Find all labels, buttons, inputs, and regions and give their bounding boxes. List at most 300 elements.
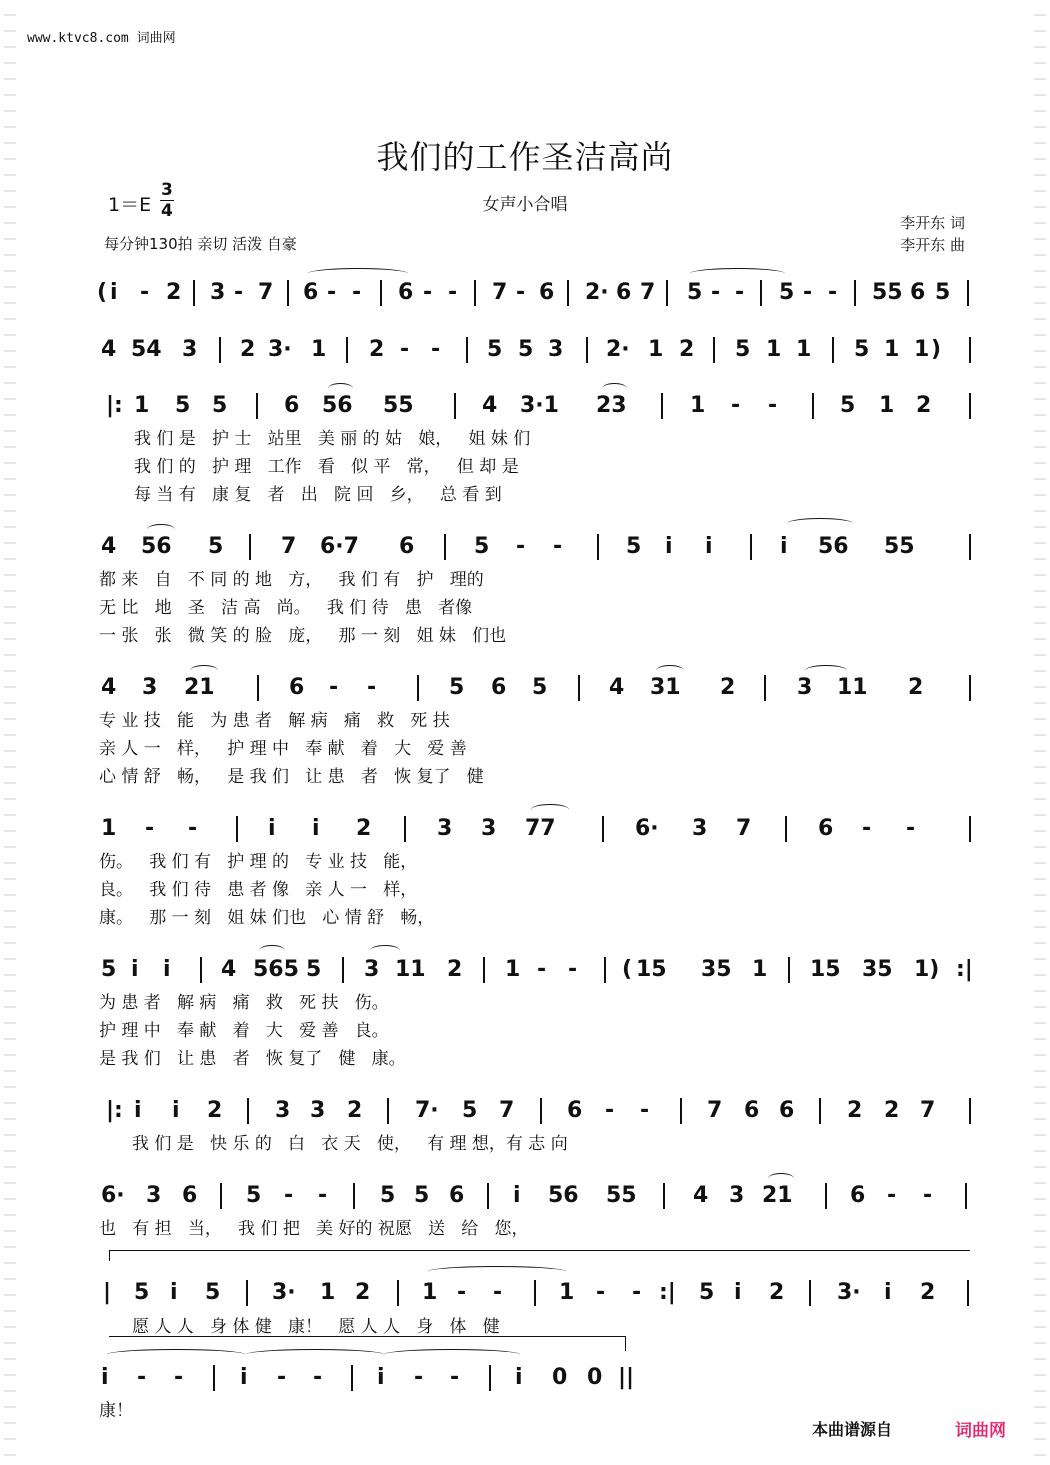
score-note: - (318, 1183, 328, 1208)
score-note: - (828, 280, 838, 305)
score-note: 55 (872, 280, 903, 305)
barline (387, 1098, 389, 1124)
score-note: - (596, 1280, 606, 1305)
score-note: i (240, 1365, 248, 1390)
barline (586, 337, 588, 363)
score-note: - (803, 280, 813, 305)
barline (969, 393, 971, 419)
lyrics-row-3b (0, 456, 1050, 478)
score-note: - (450, 1365, 460, 1390)
barline (567, 280, 569, 306)
barline (540, 1098, 542, 1124)
barline (404, 816, 406, 842)
barline (965, 1183, 967, 1209)
barline (246, 1280, 248, 1306)
score-note: - (906, 816, 916, 841)
score-note: 1 (320, 1280, 336, 1305)
barline (819, 1098, 821, 1124)
score-note: - (862, 816, 872, 841)
score-row-7 (0, 953, 1050, 987)
volta-bracket-2 (109, 1336, 625, 1337)
score-note: 4 (101, 337, 117, 362)
score-note: 55 (606, 1183, 637, 1208)
barline (417, 675, 419, 701)
score-note: 6 (284, 393, 300, 418)
score-row-4 (0, 530, 1050, 564)
barline (193, 280, 195, 306)
barline (713, 337, 715, 363)
score-note: 7 (258, 280, 274, 305)
score-note: 7· (415, 1098, 439, 1123)
score-note: 6 (182, 1183, 198, 1208)
score-note: - (313, 1365, 323, 1390)
score-note: 5 (518, 337, 534, 362)
score-note: 2 (908, 675, 924, 700)
barline (342, 957, 344, 983)
score-note: ( (622, 957, 633, 982)
lyric-line: 每 当 有 康 复 者 出 院 回 乡， 总 看 到 (134, 485, 502, 505)
tie-slur (328, 383, 353, 394)
score-note: 35 (862, 957, 893, 982)
lyric-line: 我 们 的 护 理 工作 看 似 平 常， 但 却 是 (134, 457, 519, 477)
tie-slur (690, 268, 785, 279)
score-note: ( (97, 280, 108, 305)
barline (200, 957, 202, 983)
score-note: 31 (650, 675, 681, 700)
score-note: 5 (474, 534, 490, 559)
score-note: - (423, 280, 433, 305)
score-note: - (735, 280, 745, 305)
tie-slur (531, 804, 569, 815)
score-note: 1 (766, 337, 782, 362)
lyric-line: 专 业 技 能 为 患 者 解 病 痛 救 死 扶 (99, 711, 450, 731)
score-note: 1) (914, 957, 940, 982)
score-note: 6· (635, 816, 659, 841)
score-note: 3 (310, 1098, 326, 1123)
lyric-line: 康。 那 一 刻 姐 妹 们也 心 情 舒 畅， (99, 908, 435, 928)
score-note: 4 (482, 393, 498, 418)
score-note: 3 (146, 1183, 162, 1208)
lyric-line: 良。 我 们 待 患 者 像 亲 人 一 样， (99, 880, 418, 900)
score-note: 56 (818, 534, 849, 559)
score-note: 6 (289, 675, 305, 700)
barline (454, 393, 456, 419)
score-note: 2 (207, 1098, 223, 1123)
score-note: - (640, 1098, 650, 1123)
score-note: i (268, 816, 276, 841)
barline (257, 675, 259, 701)
score-note: 5 (699, 1280, 715, 1305)
score-note: 2 (166, 280, 182, 305)
volta-bracket-1 (109, 1250, 970, 1261)
barline (854, 280, 856, 306)
score-note: i (312, 816, 320, 841)
lyric-line: 护 理 中 奉 献 着 大 爱 善 良。 (99, 1021, 389, 1041)
tie-slur (602, 383, 627, 394)
score-note: 1 (559, 1280, 575, 1305)
score-note: 2 (356, 816, 372, 841)
score-note: 5 (854, 337, 870, 362)
score-note: 5 (101, 957, 117, 982)
score-note: 3 (481, 816, 497, 841)
score-note: 3 (548, 337, 564, 362)
score-note: - (234, 280, 244, 305)
score-note: 15 (810, 957, 841, 982)
barline (967, 280, 969, 306)
score-note: 1 (884, 337, 900, 362)
score-row-11 (0, 1361, 1050, 1395)
score-note: i (705, 534, 713, 559)
barline (346, 337, 348, 363)
barline (249, 534, 251, 560)
score-row-6 (0, 812, 1050, 846)
score-note: 7 (707, 1098, 723, 1123)
lyric-line: 一 张 张 微 笑 的 脸 庞， 那 一 刻 姐 妹 们也 (99, 626, 507, 646)
tie-slur (656, 665, 684, 676)
score-note: 1 (311, 337, 327, 362)
score-note: i (734, 1280, 742, 1305)
score-note: 5 (212, 393, 228, 418)
score-note: 55 (383, 393, 414, 418)
score-note: 56 (548, 1183, 579, 1208)
tie-slur (190, 665, 218, 676)
score-note: i (134, 1098, 142, 1123)
score-note: 6 (616, 280, 632, 305)
lyric-line: 愿 人 人 身 体 健 康！ 愿 人 人 身 体 健 (132, 1317, 500, 1337)
score-note: 35 (701, 957, 732, 982)
barline (397, 1280, 399, 1306)
score-note: 5 (487, 337, 503, 362)
right-watermark-strip (1034, 0, 1046, 1465)
barline (474, 280, 476, 306)
score-note: - (768, 393, 778, 418)
score-note: 1 (879, 393, 895, 418)
score-note: ) (931, 337, 942, 362)
tie-slur (428, 1266, 566, 1277)
score-note: 5 (840, 393, 856, 418)
score-note: 5 (205, 1280, 221, 1305)
barline (483, 957, 485, 983)
score-note: 6 (398, 280, 414, 305)
score-note: 1 (648, 337, 664, 362)
score-note: 15 (636, 957, 667, 982)
score-row-9 (0, 1179, 1050, 1213)
lyric-line: 伤。 我 们 有 护 理 的 专 业 技 能， (99, 852, 418, 872)
barline (666, 280, 668, 306)
score-note: 2 (847, 1098, 863, 1123)
score-note: 56 (141, 534, 172, 559)
tempo-marking: 每分钟130拍 亲切 活泼 自豪 (104, 235, 297, 253)
barline (680, 1098, 682, 1124)
barline (353, 1183, 355, 1209)
score-note: 7 (640, 280, 656, 305)
score-note: i (513, 1183, 521, 1208)
barline (663, 1183, 665, 1209)
score-note: - (448, 280, 458, 305)
barline (825, 1183, 827, 1209)
score-note: 1 (752, 957, 768, 982)
score-note: i (377, 1365, 385, 1390)
score-note: 55 (884, 534, 915, 559)
tie-slur (384, 1349, 520, 1360)
barline (380, 280, 382, 306)
score-note: - (174, 1365, 184, 1390)
score-note: 6 (303, 280, 319, 305)
score-note: 2 (355, 1280, 371, 1305)
footer-source-text: 本曲谱源自 (812, 1420, 893, 1439)
composer-credit: 李开东 曲 (900, 236, 965, 254)
score-note: - (352, 280, 362, 305)
score-note: 2· (606, 337, 630, 362)
score-note: 2 (916, 393, 932, 418)
lyric-line: 为 患 者 解 病 痛 救 死 扶 伤。 (99, 993, 389, 1013)
lyric-line: 我 们 是 快 乐 的 白 衣 天 使， 有 理 想，有 志 向 (132, 1134, 568, 1154)
score-note: - (516, 280, 526, 305)
score-note: 2 (769, 1280, 785, 1305)
score-note: 21 (762, 1183, 793, 1208)
score-note: 56 (322, 393, 353, 418)
barline (351, 1365, 353, 1391)
score-note: 6 (744, 1098, 760, 1123)
score-row-10 (0, 1276, 1050, 1310)
score-note: 3 (275, 1098, 291, 1123)
barline (969, 1098, 971, 1124)
score-note: 4 (221, 957, 237, 982)
key-signature: 1＝E (108, 194, 152, 216)
barline (812, 393, 814, 419)
score-note: 54 (131, 337, 162, 362)
score-note: - (553, 534, 563, 559)
score-note: - (731, 393, 741, 418)
score-note: 5 (735, 337, 751, 362)
score-row-2 (0, 333, 1050, 367)
score-note: 3 (437, 816, 453, 841)
score-note: 0 (587, 1365, 603, 1390)
score-row-8 (0, 1094, 1050, 1128)
lyric-line: 亲 人 一 样， 护 理 中 奉 献 着 大 爱 善 (99, 739, 467, 759)
score-note: - (284, 1183, 294, 1208)
tie-slur (147, 524, 175, 535)
score-note: 5 (462, 1098, 478, 1123)
score-note: 5 (626, 534, 642, 559)
score-note: - (887, 1183, 897, 1208)
score-note: i (884, 1280, 892, 1305)
tie-slur (768, 1173, 794, 1184)
score-note: 3 (182, 337, 198, 362)
tie-slur (259, 945, 285, 956)
score-note: 2 (679, 337, 695, 362)
barline (764, 675, 766, 701)
barline (597, 534, 599, 560)
score-note: 6 (910, 280, 926, 305)
score-note: 2 (720, 675, 736, 700)
tie-slur (805, 665, 847, 676)
score-note: 1 (101, 816, 117, 841)
barline (785, 816, 787, 842)
lyric-line: 康！ (99, 1401, 133, 1421)
score-note: 1 (914, 337, 930, 362)
score-note: 2 (240, 337, 256, 362)
barline (219, 337, 221, 363)
score-note: 3 (142, 675, 158, 700)
score-note: 3 (210, 280, 226, 305)
lyric-line: 心 情 舒 畅， 是 我 们 让 患 者 恢 复了 健 (99, 767, 484, 787)
lyric-line: 是 我 们 让 患 者 恢 复了 健 康。 (99, 1049, 406, 1069)
song-title: 我们的工作圣洁高尚 (376, 138, 674, 176)
score-note: i (172, 1098, 180, 1123)
score-note: 5 (380, 1183, 396, 1208)
score-row-1 (0, 276, 1050, 310)
footer-brand-link[interactable]: 词曲网 (955, 1421, 1006, 1441)
barline (969, 675, 971, 701)
barline (534, 1280, 536, 1306)
barline (578, 675, 580, 701)
score-note: - (605, 1098, 615, 1123)
score-note: - (367, 675, 377, 700)
score-note: 3 (729, 1183, 745, 1208)
score-note: - (329, 675, 339, 700)
lyric-line: 也 有 担 当， 我 们 把 美 好的 祝愿 送 给 您， (99, 1219, 529, 1239)
barline (256, 393, 258, 419)
score-note: - (516, 534, 526, 559)
score-note: 5 (208, 534, 224, 559)
score-note: 4 (101, 675, 117, 700)
score-note: :| (956, 957, 973, 982)
score-note: 7 (920, 1098, 936, 1123)
score-note: - (400, 337, 410, 362)
barline (466, 337, 468, 363)
lyric-line: 无 比 地 圣 洁 高 尚。 我 们 待 患 者像 (99, 598, 473, 618)
score-note: 2 (920, 1280, 936, 1305)
time-signature-top: 3 (161, 180, 173, 200)
barline (967, 1280, 969, 1306)
score-note: 5 (449, 675, 465, 700)
score-note: 21 (184, 675, 215, 700)
score-note: 2· (585, 280, 609, 305)
barline (247, 1098, 249, 1124)
barline (788, 957, 790, 983)
barline (213, 1365, 215, 1391)
score-note: 1 (690, 393, 706, 418)
score-note: 23 (596, 393, 627, 418)
lyrics-row-3 (0, 428, 1050, 450)
score-note: i (131, 957, 139, 982)
score-row-5 (0, 671, 1050, 705)
score-note: - (137, 1365, 147, 1390)
score-note: - (457, 1280, 467, 1305)
score-note: 4 (609, 675, 625, 700)
barline (750, 534, 752, 560)
tie-slur (370, 945, 400, 956)
score-note: 1 (134, 393, 150, 418)
score-note: 3 (797, 675, 813, 700)
tie-slur (107, 1349, 245, 1360)
score-note: |: (106, 1098, 123, 1123)
score-note: 6 (449, 1183, 465, 1208)
score-note: i (515, 1365, 523, 1390)
score-note: 1 (422, 1280, 438, 1305)
score-note: - (277, 1365, 287, 1390)
score-note: 11 (837, 675, 868, 700)
tie-slur (308, 268, 408, 279)
score-note: 2 (884, 1098, 900, 1123)
barline (760, 280, 762, 306)
lyric-line: 都 来 自 不 同 的 地 方， 我 们 有 护 理的 (99, 570, 484, 590)
score-note: 5 (779, 280, 795, 305)
score-note: - (632, 1280, 642, 1305)
score-note: 5 (306, 957, 322, 982)
score-note: - (431, 337, 441, 362)
score-note: 6 (399, 534, 415, 559)
score-note: 4 (693, 1183, 709, 1208)
score-note: - (145, 816, 155, 841)
barline (487, 1183, 489, 1209)
score-note: - (711, 280, 721, 305)
score-row-3 (0, 389, 1050, 423)
score-note: 2 (447, 957, 463, 982)
score-note: i (780, 534, 788, 559)
site-url[interactable]: www.ktvc8.com 词曲网 (27, 31, 176, 46)
score-note: |: (106, 393, 123, 418)
barline (809, 1280, 811, 1306)
score-note: 0 (552, 1365, 568, 1390)
time-signature-bottom: 4 (161, 201, 173, 221)
score-note: 4 (101, 534, 117, 559)
lyricist-credit: 李开东 词 (900, 214, 965, 232)
score-note: 6· (101, 1183, 125, 1208)
lyrics-row-3c (0, 484, 1050, 506)
score-note: || (618, 1365, 635, 1390)
score-note: 565 (253, 957, 299, 982)
score-note: 2 (347, 1098, 363, 1123)
score-note: 6 (539, 280, 555, 305)
score-note: 5 (414, 1183, 430, 1208)
score-note: 6 (491, 675, 507, 700)
score-note: 2 (369, 337, 385, 362)
barline (604, 957, 606, 983)
score-note: i (170, 1280, 178, 1305)
barline (969, 534, 971, 560)
score-note: 6·7 (320, 534, 359, 559)
score-note: i (110, 280, 118, 305)
score-note: 7 (281, 534, 297, 559)
score-note: 3 (364, 957, 380, 982)
score-note: 5 (935, 280, 951, 305)
score-note: 3· (268, 337, 292, 362)
barline (832, 337, 834, 363)
barline (489, 1365, 491, 1391)
barline (661, 393, 663, 419)
score-note: - (188, 816, 198, 841)
lyric-line: 我 们 是 护 士 站里 美 丽 的 姑 娘， 姐 妹 们 (134, 429, 531, 449)
score-note: 6 (850, 1183, 866, 1208)
score-note: - (140, 280, 150, 305)
score-note: 3· (272, 1280, 296, 1305)
barline (287, 280, 289, 306)
score-note: 1 (505, 957, 521, 982)
score-note: 5 (175, 393, 191, 418)
score-note: i (665, 534, 673, 559)
score-note: 7 (492, 280, 508, 305)
score-note: - (414, 1365, 424, 1390)
score-note: | (103, 1280, 112, 1305)
tie-slur (246, 1349, 384, 1360)
barline (969, 337, 971, 363)
score-note: - (923, 1183, 933, 1208)
score-note: i (163, 957, 171, 982)
barline (220, 1183, 222, 1209)
score-note: 77 (525, 816, 556, 841)
